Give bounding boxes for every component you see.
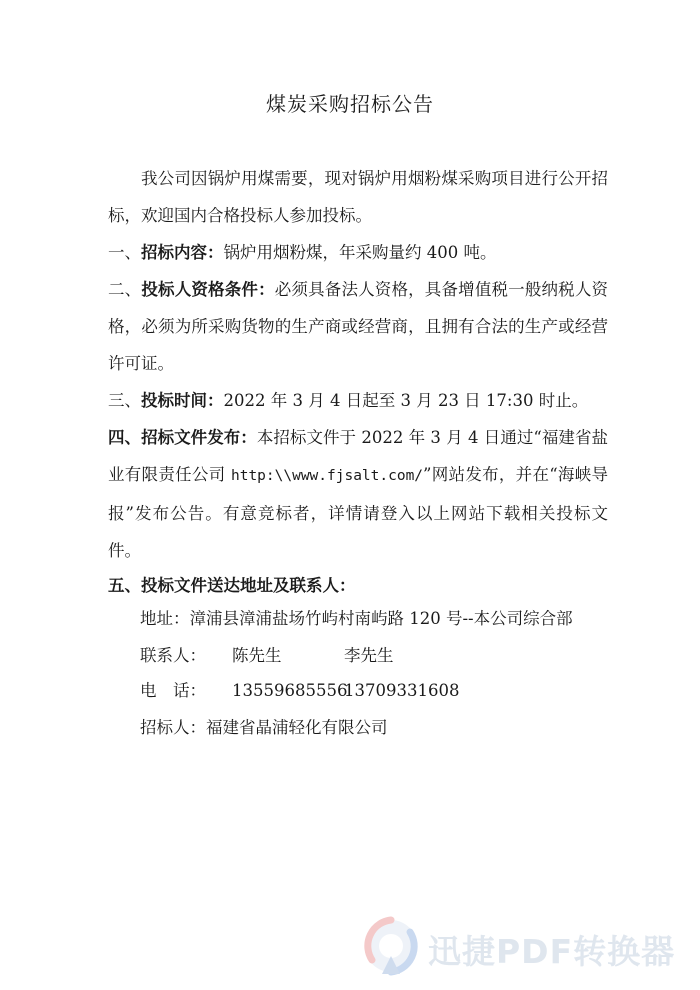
contact-person-1: 陈先生 bbox=[232, 646, 282, 665]
section-4 bbox=[108, 419, 608, 569]
section-4-label: 招标文件发布： bbox=[141, 428, 257, 447]
phone-line bbox=[140, 676, 459, 706]
contact-person-2: 李先生 bbox=[344, 646, 394, 665]
section-1-text: 锅炉用烟粉煤，年采购量约 400 吨。 bbox=[223, 243, 497, 262]
contact-person-label: 联系人： bbox=[140, 646, 206, 665]
section-2-label: 投标人资格条件： bbox=[141, 280, 275, 299]
phone-label: 电 话： bbox=[140, 681, 206, 700]
phone-2: 13709331608 bbox=[344, 681, 460, 700]
watermark bbox=[360, 916, 690, 980]
watermark-text: 迅捷PDF转换器 bbox=[428, 932, 676, 971]
address-value: 漳浦县漳浦盐场竹屿村南屿路 120 号--本公司综合部 bbox=[189, 609, 573, 628]
section-4-text-a: 本招标文件于 2022 年 3 月 4 日通过“福建省盐业有限责任公司 bbox=[108, 428, 609, 484]
tenderer-value: 福建省晶浦轻化有限公司 bbox=[206, 718, 388, 737]
section-2 bbox=[108, 271, 608, 382]
section-1 bbox=[108, 234, 608, 271]
section-2-text: 必须具备法人资格，具备增值税一般纳税人资格，必须为所采购货物的生产商或经营商，且拥有合法的生产或经营许可证。 bbox=[108, 280, 609, 373]
contact-person-line bbox=[140, 641, 394, 671]
address-line bbox=[140, 604, 573, 634]
section-5 bbox=[108, 567, 608, 604]
section-5-label: 投标文件送达地址及联系人： bbox=[141, 576, 356, 595]
page-title: 煤炭采购招标公告 bbox=[266, 92, 434, 116]
address-label: 地址： bbox=[140, 609, 190, 628]
phone-1: 13559685556 bbox=[232, 681, 348, 700]
section-3-label: 投标时间： bbox=[141, 391, 224, 410]
section-3 bbox=[108, 382, 608, 419]
section-1-num: 一、 bbox=[108, 243, 141, 262]
section-4-url: http:\\www.fjsalt.com/ bbox=[230, 468, 424, 484]
tenderer-line bbox=[140, 713, 388, 743]
section-5-num: 五、 bbox=[108, 576, 141, 595]
section-4-text-b: ”网站发布，并在“海峡导报”发布公告。有意竞标者，详情请登入以上网站下载相关投标文件。 bbox=[108, 465, 608, 560]
section-4-num: 四、 bbox=[108, 428, 142, 447]
section-3-text: 2022 年 3 月 4 日起至 3 月 23 日 17:30 时止。 bbox=[223, 391, 589, 410]
section-3-num: 三、 bbox=[108, 391, 141, 410]
section-1-label: 招标内容： bbox=[141, 243, 224, 262]
intro-paragraph: 我公司因锅炉用煤需要，现对锅炉用烟粉煤采购项目进行公开招标，欢迎国内合格投标人参加投标。 bbox=[108, 169, 608, 225]
pdf-converter-logo-icon bbox=[360, 916, 422, 980]
tenderer-label: 招标人： bbox=[140, 718, 206, 737]
section-2-num: 二、 bbox=[108, 280, 142, 299]
